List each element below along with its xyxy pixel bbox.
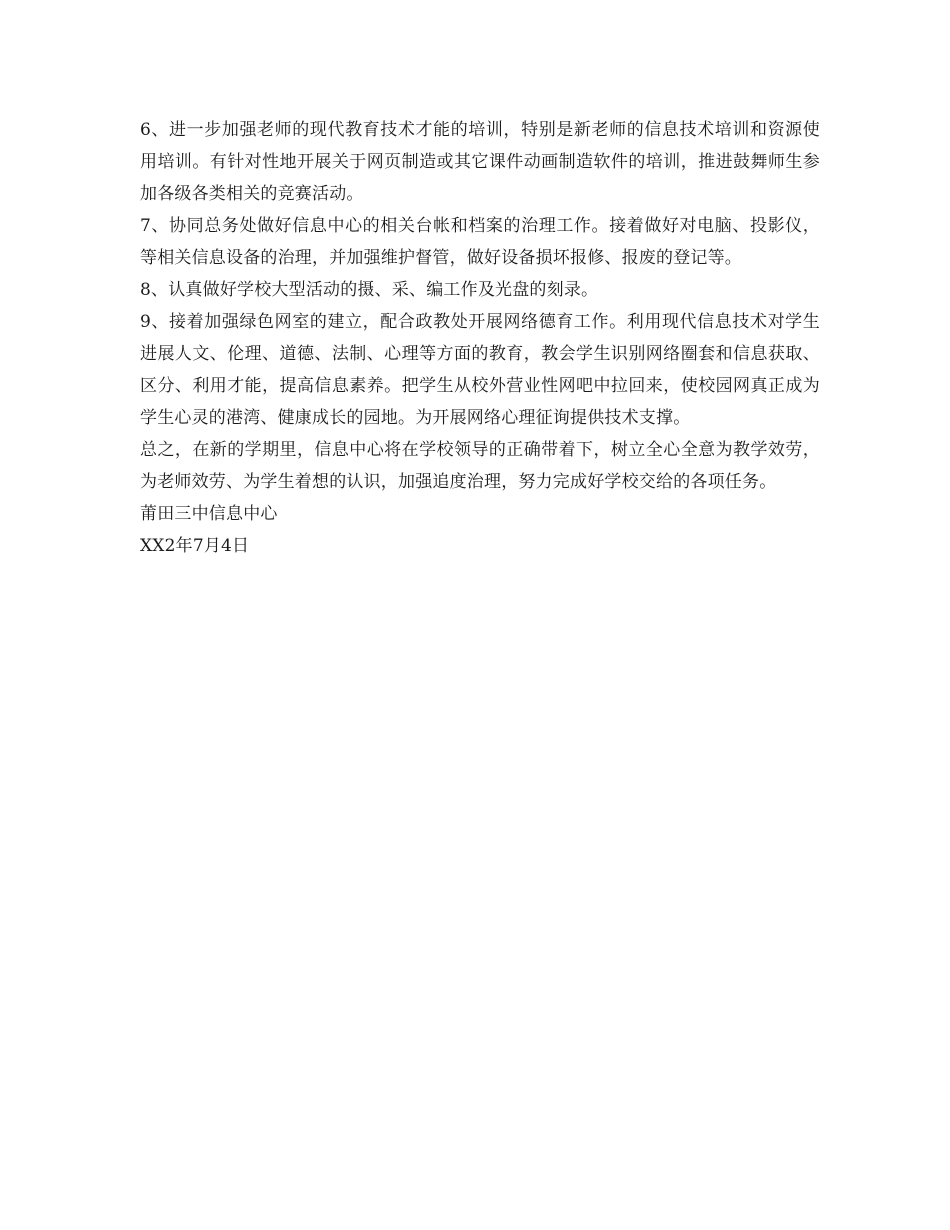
signature-organization: 莆田三中信息中心 (140, 504, 278, 524)
summary-paragraph: 总之，在新的学期里，信息中心将在学校领导的正确带着下，树立全心全意为教学效劳，为老师效劳、为学生着想的认识，加强追度治理，努力完成好学校交给的各项任务。 (140, 440, 820, 492)
document-body (140, 114, 820, 562)
paragraph-item-9: 9、接着加强绿色网室的建立，配合政教处开展网络德育工作。利用现代信息技术对学生进展人文、伦理、道德、法制、心理等方面的教育，教会学生识别网络圈套和信息获取、区分、利用才能，提高信息素养。把学生从校外营业性网吧中拉回来，使校园网真正成为学生心灵的港湾、健康成长的园地。为开展网络心理征询提供技术支撑。 (140, 312, 820, 428)
paragraph-item-6: 6、进一步加强老师的现代教育技术才能的培训，特别是新老师的信息技术培训和资源使用培训。有针对性地开展关于网页制造或其它课件动画制造软件的培训，推进鼓舞师生参加各级各类相关的竞赛活动。 (140, 120, 820, 204)
paragraph-item-8: 8、认真做好学校大型活动的摄、采、编工作及光盘的刻录。 (140, 280, 599, 300)
signature-date: XX2年7月4日 (140, 536, 250, 556)
paragraph-item-7: 7、协同总务处做好信息中心的相关台帐和档案的治理工作。接着做好对电脑、投影仪，等相关信息设备的治理，并加强维护督管，做好设备损坏报修、报废的登记等。 (140, 216, 820, 268)
